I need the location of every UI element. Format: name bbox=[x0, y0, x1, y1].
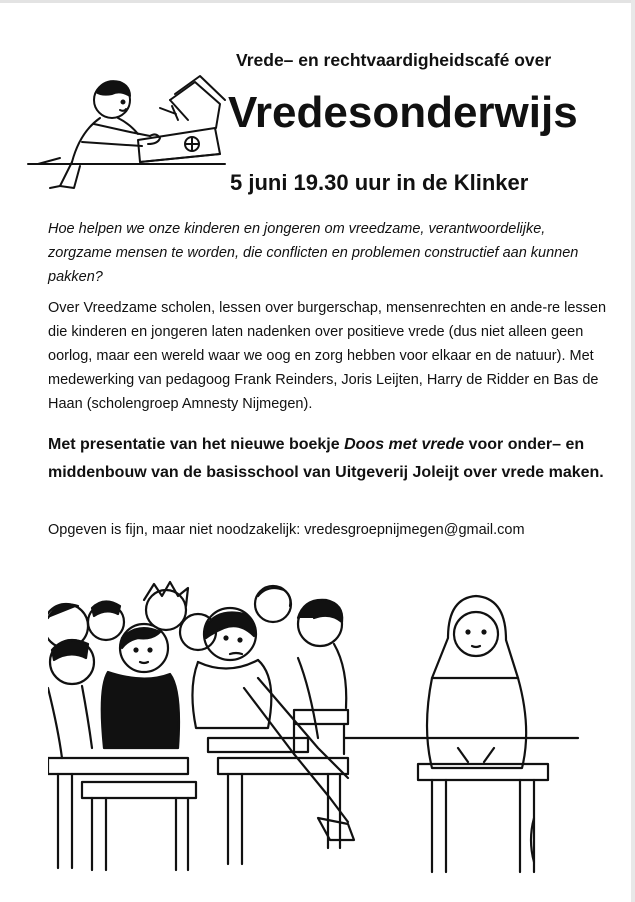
body-paragraph: Over Vreedzame scholen, lessen over burgerschap, mensenrechten en ande-re lessen die kinderen en jongeren laten nadenken over positieve vrede (dus niet alleen geen oorlog, maar een wereld waar we oog en zorg hebben voor elkaar en de natuur). Met medewerking van pedagoog Frank Reinders, Joris Leijten, Harry de Ridder en Bas de Haan (scholengroep Amnesty Nijmegen). bbox=[48, 300, 607, 412]
page-right-edge bbox=[631, 0, 635, 902]
page-top-edge bbox=[0, 0, 635, 3]
book-presentation-before: Met presentatie van het nieuwe boekje bbox=[48, 436, 345, 453]
event-title: Vredesonderwijs bbox=[228, 88, 578, 137]
book-presentation-after: voor onder– en middenbouw van de basisschool van Uitgeverij Joleijt over vrede maken. bbox=[48, 436, 604, 481]
event-date-location: 5 juni 19.30 uur in de Klinker bbox=[230, 170, 529, 195]
signup-line: Opgeven is fijn, maar niet noodzakelijk: vredesgroepnijmegen@gmail.com bbox=[48, 522, 525, 538]
person-opening-box-illustration bbox=[20, 62, 230, 197]
intro-question: Hoe helpen we onze kinderen en jongeren om vreedzame, verantwoordelijke, zorgzame mensen te worden, die conflicten en problemen constructief aan kunnen pakken? bbox=[48, 221, 579, 285]
classroom-children-illustration bbox=[48, 578, 588, 874]
book-title: Doos met vrede bbox=[344, 436, 465, 453]
event-subtitle: Vrede– en rechtvaardigheidscafé over bbox=[236, 50, 552, 70]
book-presentation-paragraph bbox=[48, 431, 608, 487]
